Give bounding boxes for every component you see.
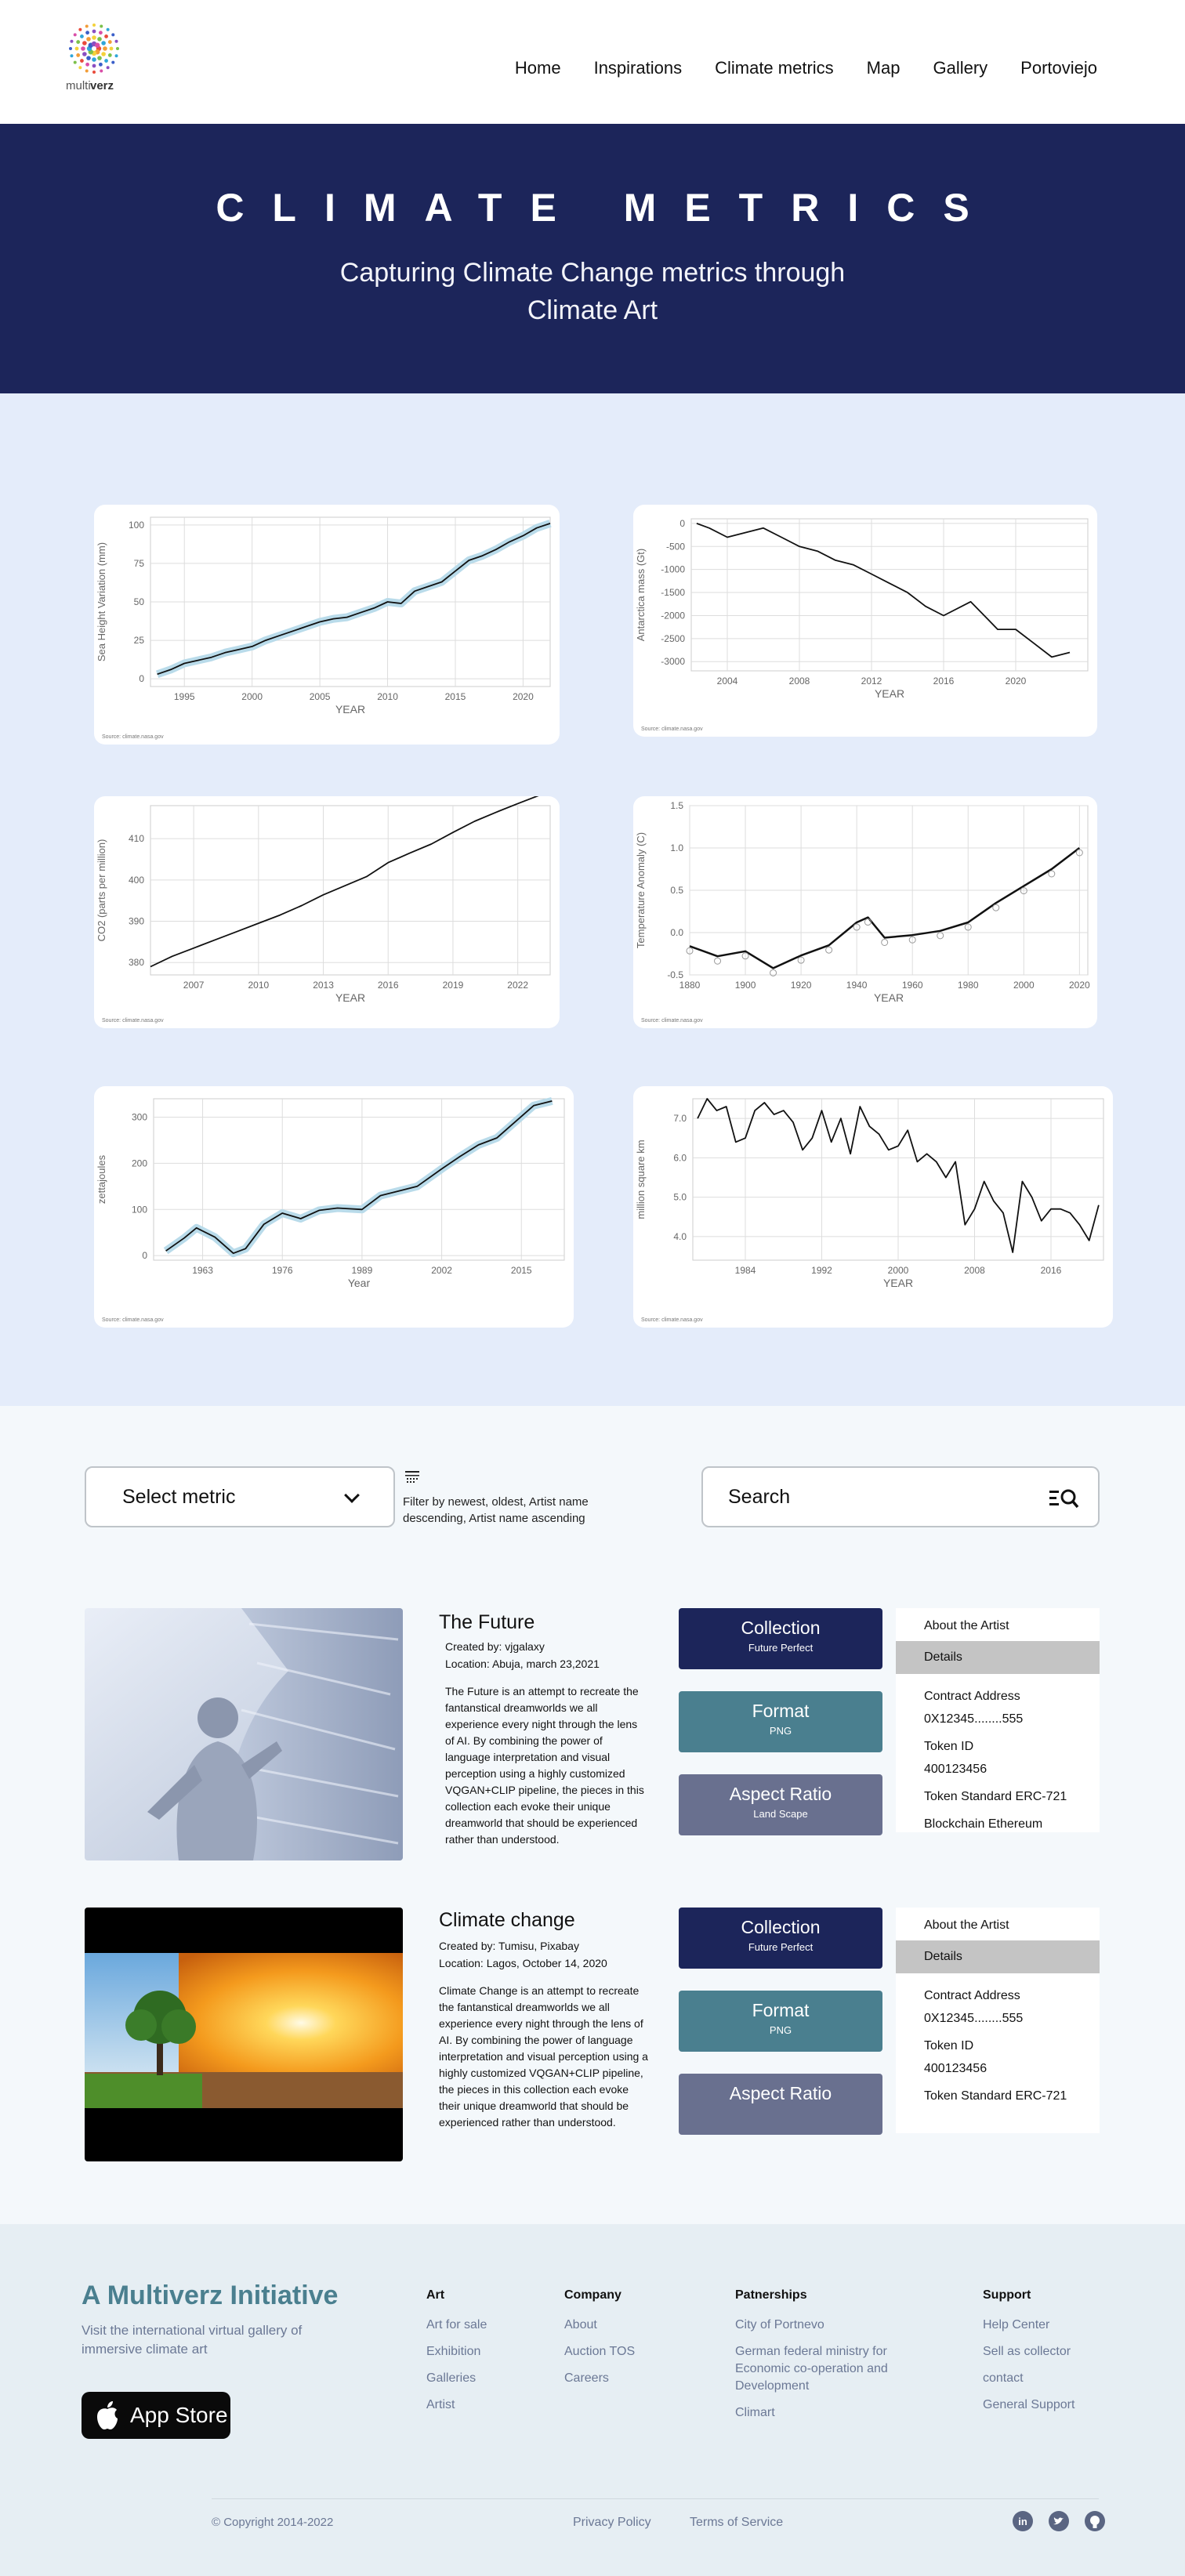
footer-link[interactable]: Art for sale [426,2318,487,2331]
y-tick-label: 0.0 [670,927,683,938]
x-tick-label: 2000 [241,691,263,702]
x-tick-label: 2015 [444,691,466,702]
y-tick-label: -500 [665,541,685,553]
artwork-image-climate-change[interactable] [85,1908,403,2161]
y-tick-label: 300 [131,1111,147,1123]
token-id-label: Token ID [924,2039,974,2052]
sea-level-chart [94,505,560,745]
y-axis-label: CO2 (parts per million) [96,839,107,942]
arctic-ice-chart [633,1086,1113,1328]
logo-dot [82,52,87,56]
logo-dot [85,70,89,73]
artwork-title[interactable]: Climate change [439,1909,575,1931]
artwork-details-panel [896,1608,1100,1832]
y-axis-label: Temperature Anomaly (C) [635,831,647,949]
y-tick-label: -2000 [661,610,685,621]
collection-label: Collection [741,1917,821,1937]
chart-card-ocean-heat [94,1086,574,1328]
privacy-policy-link[interactable]: Privacy Policy [573,2516,651,2529]
contract-address-value: 0X12345........555 [924,2012,1024,2025]
nav-portoviejo[interactable]: Portoviejo [1020,58,1097,78]
logo-text-2: verz [90,79,114,92]
filter-icon[interactable] [404,1470,420,1484]
data-point [882,939,888,945]
y-tick-label: 6.0 [673,1152,687,1164]
chart-source: Source: climate.nasa.gov [102,734,164,740]
logo-dot [76,40,80,44]
y-tick-label: -1500 [661,587,685,599]
x-axis-label: Year [347,1277,371,1289]
x-tick-label: 2004 [716,676,738,687]
chart-source: Source: climate.nasa.gov [641,726,703,732]
artwork-location: Location: Abuja, march 23,2021 [445,1658,600,1670]
footer-heading: Patnerships [735,2288,807,2302]
footer-col-support [983,2288,1074,2423]
x-tick-label: 1920 [790,980,812,991]
format-label: Format [752,2000,810,2020]
y-tick-label: 75 [133,557,144,569]
logo-dot [80,34,84,38]
logo-dot [116,47,119,50]
temperature-chart [633,796,1097,1028]
aspect-ratio-button[interactable] [679,1774,882,1835]
token-id-value: 400123456 [924,1763,988,1776]
y-tick-label: 410 [128,833,144,845]
y-tick-label: 100 [131,1204,147,1216]
y-tick-label: 50 [133,596,144,607]
logo-dot [103,46,107,51]
x-tick-label: 2016 [377,980,399,991]
chart-source: Source: climate.nasa.gov [641,1317,703,1323]
select-metric-label: Select metric [122,1485,236,1508]
y-tick-label: 200 [131,1158,147,1169]
footer-tagline: Visit the international virtual gallery of immersive climate art [82,2323,303,2357]
app-store-label: App Store [130,2403,228,2427]
chart-card-co2 [94,796,560,1028]
page-subtitle: Capturing Climate Change metrics through Climate Art [339,258,846,325]
collection-button[interactable] [679,1608,882,1669]
logo-dot [78,66,82,69]
y-axis-label: Sea Height Variation (mm) [96,542,107,662]
footer-link[interactable]: Help Center [983,2318,1050,2331]
data-point [1049,871,1055,877]
logo-dot [69,47,72,50]
token-id-label: Token ID [924,1740,974,1753]
logo-dot [99,63,103,67]
aspect-ratio-button[interactable] [679,2074,882,2135]
y-tick-label: 7.0 [673,1113,687,1125]
token-standard: Token Standard ERC-721 [924,1790,1067,1803]
logo-dot [95,43,100,48]
logo-dot [101,52,106,56]
tab-details[interactable]: Details [896,1940,1100,1973]
logo-dot [100,70,103,73]
data-point [993,904,999,911]
x-tick-label: 1984 [734,1265,756,1276]
aspect-ratio-value: Land Scape [753,1808,808,1820]
nav-gallery[interactable]: Gallery [933,58,988,78]
y-tick-label: -3000 [661,656,685,668]
ocean-heat-chart [94,1086,574,1328]
y-tick-label: 390 [128,915,144,927]
logo-dot [85,24,89,27]
logo-dot [99,31,103,34]
x-tick-label: 1989 [351,1265,373,1276]
logo-dot [104,34,108,38]
x-tick-label: 2020 [513,691,534,702]
charts-section [0,393,1185,1406]
x-tick-label: 1963 [192,1265,213,1276]
logo-dot [111,33,114,36]
chart-card-temperature [633,796,1097,1028]
x-axis-label: YEAR [335,991,366,1004]
data-point [826,947,832,953]
x-tick-label: 2010 [377,691,398,702]
logo-dot [92,71,96,74]
logo-dot [70,54,73,57]
footer-heading: Art [426,2288,445,2302]
co2-chart [94,796,560,1028]
x-axis-label: YEAR [882,1277,914,1289]
x-axis-label: YEAR [873,991,904,1004]
antarctica-mass-chart [633,505,1097,737]
logo-dot [76,53,80,57]
footer-link[interactable]: City of Portnevo [735,2318,824,2331]
footer-link[interactable]: Auction TOS [564,2345,636,2358]
logo-dot [92,64,96,68]
logo-dot [92,30,96,34]
collection-label: Collection [741,1618,821,1638]
x-tick-label: 1976 [271,1265,293,1276]
search-input[interactable] [701,1466,1100,1527]
data-point [715,958,721,964]
footer-link[interactable]: Climart [735,2406,775,2419]
copyright: © Copyright 2014-2022 [212,2516,334,2529]
chart-source: Source: climate.nasa.gov [641,1018,703,1024]
logo-dot [110,47,114,51]
series-line [150,796,539,967]
chart-source: Source: climate.nasa.gov [102,1317,164,1323]
y-tick-label: -0.5 [667,969,683,980]
plot-frame [150,806,550,975]
apple-icon [94,2400,121,2431]
y-tick-label: 4.0 [673,1230,687,1242]
contract-address-label: Contract Address [924,1690,1020,1703]
nav-map[interactable]: Map [866,58,901,78]
logo-dot [115,40,118,43]
format-value: PNG [769,1725,792,1737]
y-tick-label: 1.0 [670,842,683,853]
tab-about-the-artist[interactable]: About the Artist [924,1619,1009,1632]
chart-card-antarctica [633,505,1097,737]
footer-heading: Support [983,2288,1031,2302]
y-axis-label: million square km [635,1139,647,1219]
twitter-icon[interactable] [1049,2511,1069,2531]
logo-dot [85,31,89,34]
x-tick-label: 2010 [248,980,270,991]
footer-link[interactable]: German federal ministry for Economic co-operation and Development [735,2345,888,2393]
blockchain: Blockchain Ethereum [924,1817,1043,1831]
logo-dot [81,46,85,51]
logo-dot [78,28,82,31]
artwork-title[interactable]: The Future [439,1611,535,1633]
logo-dot [82,41,87,45]
format-label: Format [752,1701,810,1721]
x-axis-label: YEAR [874,687,905,700]
y-tick-label: 0 [679,517,685,529]
x-tick-label: 2020 [1005,676,1027,687]
footer-col-art [426,2288,487,2423]
y-tick-label: 0.5 [670,885,683,896]
x-tick-label: 1995 [173,691,195,702]
search-icon[interactable] [1049,1487,1079,1509]
multiverz-logo-icon[interactable] [66,24,122,99]
artwork-location: Location: Lagos, October 14, 2020 [439,1957,607,1969]
artwork-creator: Created by: vjgalaxy [445,1640,545,1653]
footer-link[interactable]: About [564,2318,597,2331]
token-standard: Token Standard ERC-721 [924,2089,1067,2103]
series-line [166,1101,553,1253]
x-tick-label: 2016 [933,676,955,687]
nav-inspirations[interactable]: Inspirations [593,58,683,78]
x-tick-label: 2005 [309,691,331,702]
x-tick-label: 1940 [846,980,868,991]
artwork-image-the-future[interactable] [85,1608,403,1860]
y-tick-label: -1000 [661,563,685,575]
x-tick-label: 2000 [1013,980,1035,991]
chart-card-sea-level [94,505,560,745]
footer-link[interactable]: contact [983,2371,1024,2385]
logo-dot [111,61,114,64]
logo-dot [70,40,73,43]
chart-source: Source: climate.nasa.gov [102,1018,164,1024]
logo-dot [107,66,110,69]
tab-details[interactable]: Details [896,1641,1100,1674]
footer-heading: Company [564,2288,621,2302]
x-tick-label: 2015 [510,1265,532,1276]
select-metric-dropdown[interactable] [85,1466,395,1527]
x-tick-label: 2013 [313,980,334,991]
footer-link[interactable]: General Support [983,2398,1075,2411]
logo-dot [108,40,112,44]
svg-text:in: in [1018,2516,1027,2527]
logo-dot [108,53,112,57]
data-point [937,933,944,939]
series-line [690,848,1079,968]
x-tick-label: 2022 [507,980,529,991]
collection-button[interactable] [679,1908,882,1969]
format-button[interactable] [679,1691,882,1752]
y-tick-label: 25 [133,635,144,647]
footer-divider [212,2498,1099,2499]
y-tick-label: 0 [139,673,144,685]
artwork-creator: Created by: Tumisu, Pixabay [439,1940,579,1952]
data-point [864,919,871,926]
artwork-the-future-image [85,1608,403,1860]
aspect-ratio-label: Aspect Ratio [729,1784,832,1804]
logo-text-1: multi [66,79,91,92]
contract-address-value: 0X12345........555 [924,1712,1024,1726]
x-tick-label: 2012 [861,676,882,687]
artwork-details-panel [896,1908,1100,2133]
format-value: PNG [769,2024,792,2036]
chart-card-arctic-ice [633,1086,1113,1328]
y-tick-label: 380 [128,957,144,969]
logo-dot [86,37,91,42]
logo-dot [97,56,102,60]
footer-col-company [564,2288,635,2397]
collection-value: Future Perfect [748,1941,814,1953]
x-axis-label: YEAR [335,703,366,716]
logo-dot [75,47,79,51]
footer-col-partnerships [735,2288,931,2431]
y-tick-label: 0 [142,1250,147,1262]
logo-dot [97,37,102,42]
y-axis-label: Antarctica mass (Gt) [635,548,647,642]
main-nav [515,58,1097,78]
footer-link[interactable]: Galleries [426,2371,477,2385]
series-band [166,1101,553,1253]
contract-address-label: Contract Address [924,1989,1020,2002]
chevron-down-icon [344,1487,360,1503]
search-placeholder: Search [728,1485,791,1508]
x-tick-label: 2020 [1068,980,1090,991]
series-line [697,524,1070,658]
y-tick-label: 100 [128,519,144,531]
hero-banner [0,124,1185,393]
footer-link[interactable]: Artist [426,2398,455,2411]
x-tick-label: 2007 [183,980,205,991]
artwork-description: The Future is an attempt to recreate the fantanstical dreamworlds we all experience every night through the lens of AI. By combining the power of language interpretation and visual perception using a highly customized VQGAN+CLIP pipeline, the pieces in this collection each evoke their unique dreamworld that should be experienced rather than understood. [445,1685,644,1846]
app-store-button[interactable] [82,2392,230,2439]
filter-hint: Filter by newest, oldest, Artist name descending, Artist name ascending [403,1495,589,1525]
x-tick-label: 1900 [734,980,756,991]
footer-link[interactable]: Careers [564,2371,609,2385]
series-band [158,524,550,674]
x-tick-label: 2000 [887,1265,909,1276]
logo-dot [100,24,103,27]
logo-dot [104,59,108,63]
logo-dot [74,61,77,64]
x-tick-label: 1880 [679,980,701,991]
x-tick-label: 2008 [964,1265,985,1276]
x-tick-label: 2008 [788,676,810,687]
logo-dot [92,57,96,62]
footer-brand: A Multiverz Initiative [82,2281,339,2310]
logo-dot [115,54,118,57]
logo-dot [80,59,84,63]
x-tick-label: 2016 [1040,1265,1062,1276]
x-tick-label: 1980 [957,980,979,991]
nav-home[interactable]: Home [514,58,561,78]
page-title: CLIMATE METRICS [216,186,998,230]
logo-dot [92,24,96,27]
format-button[interactable] [679,1991,882,2052]
github-icon[interactable] [1085,2511,1105,2531]
y-tick-label: -2500 [661,632,685,644]
logo-dot [86,56,91,60]
footer-link[interactable]: Exhibition [426,2345,481,2358]
tab-about-the-artist[interactable]: About the Artist [924,1918,1009,1932]
token-id-value: 400123456 [924,2062,988,2075]
logo-dot [85,63,89,67]
y-tick-label: 1.5 [670,800,683,811]
footer-link[interactable]: Sell as collector [983,2345,1071,2358]
artwork-climate-change-image [85,1908,403,2161]
collection-value: Future Perfect [748,1642,814,1654]
site-header [0,0,1185,124]
logo-dot [107,28,110,31]
x-tick-label: 1960 [901,980,923,991]
aspect-ratio-label: Aspect Ratio [729,2083,832,2103]
y-tick-label: 400 [128,874,144,886]
x-tick-label: 2002 [431,1265,452,1276]
nav-climate-metrics[interactable]: Climate metrics [715,58,834,78]
linkedin-icon[interactable] [1013,2511,1033,2531]
logo-dot [101,41,106,45]
logo-dot [92,35,96,40]
terms-of-service-link[interactable]: Terms of Service [690,2516,784,2529]
plot-frame [691,519,1088,671]
y-tick-label: 5.0 [673,1191,687,1203]
artwork-description: Climate Change is an attempt to recreate the fantanstical dreamworlds we all experience every night through the lens of AI. By combining the power of language interpretation and visual perception using a highly customized VQGAN+CLIP pipeline, the pieces in this collection each evoke their unique dreamworld that should be experienced rather than understood. [439,1984,648,2129]
y-axis-label: zettajoules [96,1154,107,1205]
x-tick-label: 2019 [442,980,464,991]
x-tick-label: 1992 [811,1265,832,1276]
logo-dot [74,33,77,36]
